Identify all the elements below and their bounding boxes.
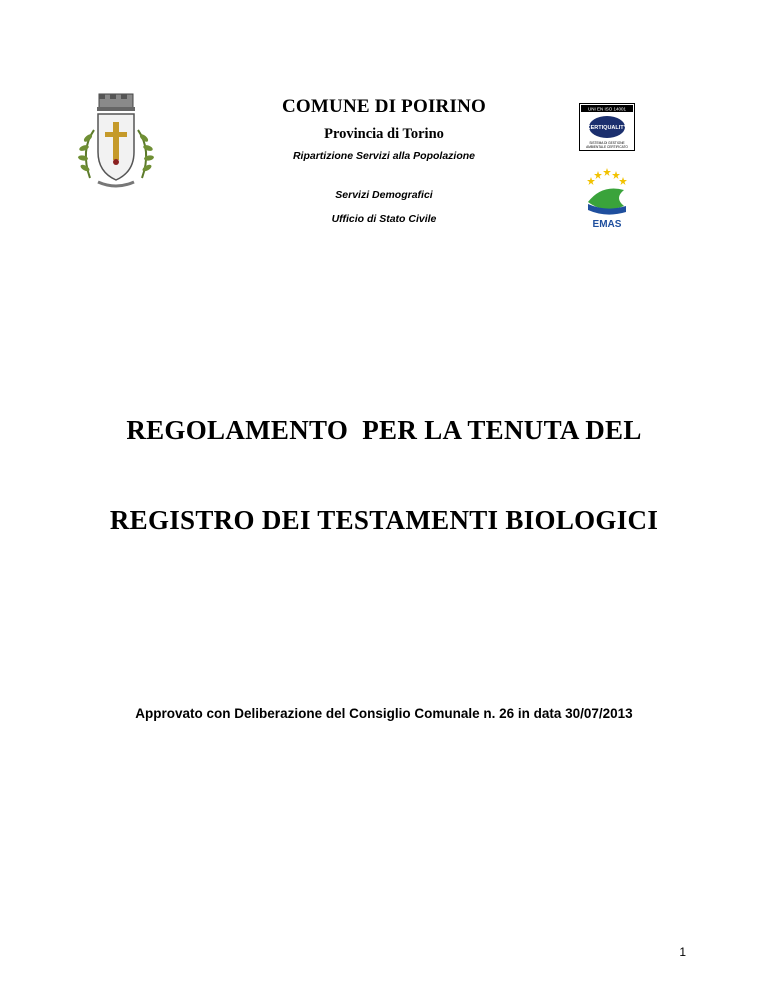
division-name: Ripartizione Servizi alla Popolazione (292, 150, 476, 162)
svg-text:SISTEMA DI GESTIONE: SISTEMA DI GESTIONE (589, 141, 625, 145)
certiquality-badge-icon (579, 103, 635, 151)
municipality-name: COMUNE DI POIRINO (282, 96, 486, 117)
svg-text:CERTIQUALITY: CERTIQUALITY (586, 125, 628, 131)
coat-of-arms-icon (68, 90, 164, 195)
svg-text:AMBIENTALE CERTIFICATO: AMBIENTALE CERTIFICATO (586, 145, 628, 149)
document-title-line1: REGOLAMENTO PER LA TENUTA DEL (126, 415, 642, 445)
office-name: Ufficio di Stato Civile (331, 213, 437, 225)
svg-text:UNI EN ISO 14001: UNI EN ISO 14001 (587, 106, 627, 112)
svg-text:EMAS: EMAS (592, 219, 622, 230)
page-number: 1 (679, 945, 686, 959)
emas-logo-icon (580, 168, 634, 230)
document-title-line2: REGISTRO DEI TESTAMENTI BIOLOGICI (109, 505, 659, 535)
service-name: Servizi Demografici (335, 189, 433, 201)
approval-note: Approvato con Deliberazione del Consiglio Comunale n. 26 in data 30/07/2013 (135, 706, 633, 721)
province-name: Provincia di Torino (324, 126, 444, 142)
